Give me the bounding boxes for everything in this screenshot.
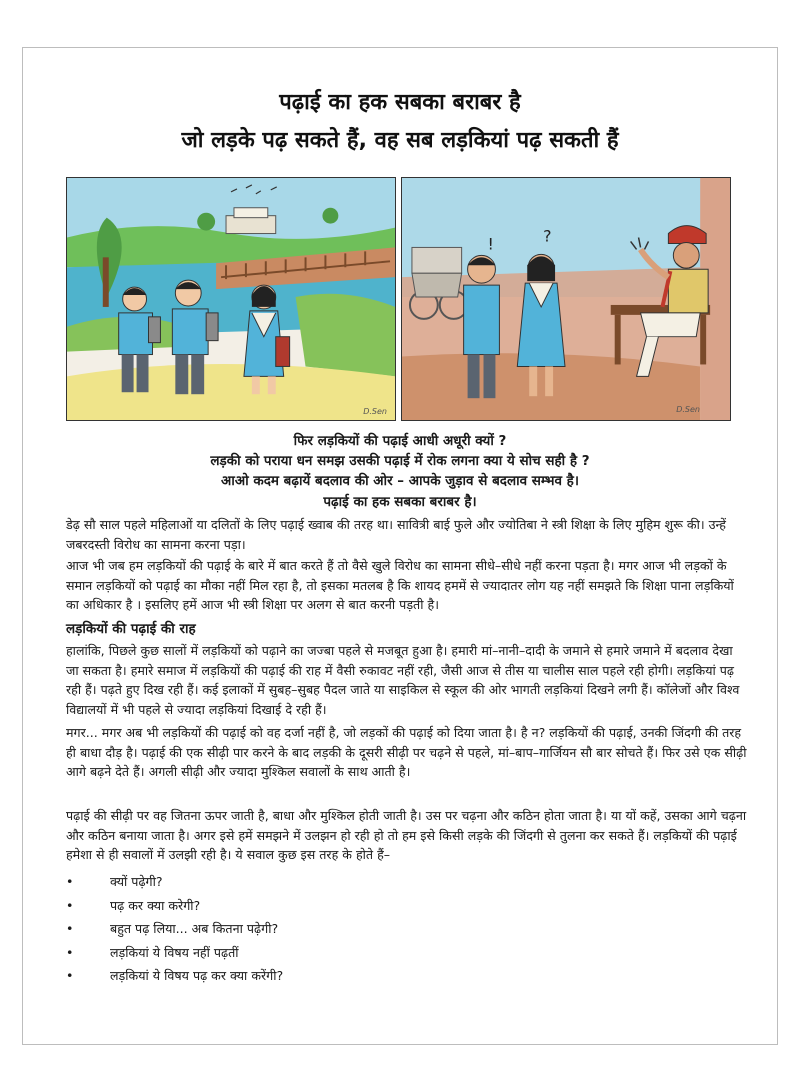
page-title-line-2: जो लड़के पढ़ सकते हैं, वह सब लड़कियां पढ़ सकती हैं (181, 128, 619, 153)
illustration-children-and-elder (401, 177, 731, 421)
paragraph-obstacles: मगर... मगर अब भी लड़कियों की पढ़ाई को वह दर्जा नहीं है, जो लड़कों की पढ़ाई को दिया जाता है। है न? लड़कियों की पढ़ाई, उनकी जिंदगी की तरह ही बाधा दौड़ है। पढ़ाई की एक सीढ़ी पार करने के बाद लड़की के दूसरी सीढ़ी पर चढ़ने से पहले, मां–बाप–गार्जियन सौ बार सोचते हैं। फिर उसे एक सीढ़ी आगे बढ़ने देते हैं। अगली सीढ़ी और ज्यादा मुश्किल सवालों के साथ आती है। (66, 725, 747, 779)
list-item: • पढ़ कर क्या करेगी? (66, 898, 201, 913)
section-heading: लड़कियों की पढ़ाई की राह (66, 621, 196, 637)
list-item: • लड़कियां ये विषय पढ़ कर क्या करेंगी? (66, 968, 284, 983)
question-line-2: लड़की को पराया धन समझ उसकी पढ़ाई में रोक लगना क्या ये सोच सही है ? (210, 453, 590, 469)
svg-text:!: ! (487, 234, 494, 254)
illustration-students-walking (66, 177, 396, 421)
right-illustration-signature: D.Sen (676, 405, 700, 414)
paragraph-progress: हालांकि, पिछले कुछ सालों में लड़कियों को पढ़ाने का जज्बा पहले से मजबूत हुआ है। हमारी मां–नानी–दादी के जमाने से हमारे जमाने में बदलाव देखा जा सकता है। हमारे समाज में लड़कियों की पढ़ाई की राह में वैसी रुकावट नहीं रही, जैसी आज से तीस या चालीस साल पहले रही होगी। लड़कियां पढ़ रही हैं। पढ़ते हुए दिख रही हैं। कई इलाकों में सुबह–सुबह पैदल जाते या साइकिल से स्कूल की ओर भागती लड़कियां दिखने लगी हैं। कॉलेजों और विश्व विद्यालयों में भी पहले से ज्यादा लड़कियां दिखाई दे रही हैं। (66, 643, 740, 717)
slogan-line: आओ कदम बढ़ायें बदलाव की ओर – आपके जुड़ाव से बदलाव सम्भव है। (221, 473, 579, 489)
question-line-1: फिर लड़कियों की पढ़ाई आधी अधूरी क्यों ? (293, 433, 507, 449)
paragraph-ladder: पढ़ाई की सीढ़ी पर वह जितना ऊपर जाती है, बाधा और मुश्किल होती जाती है। उस पर चढ़ना और कठिन होता जाता है। या यों कहें, उसका आगे चढ़ना और कठिन बनाया जाता है। अगर इसे हमें समझने में उलझन हो रही हो तो हम इसे किसी लड़के की जिंदगी से तुलना कर सकते हैं। लड़कियों की पढ़ाई हमेशा से ही सवालों में उलझी रही है। ये सवाल कुछ इस तरह के होते हैं– (66, 808, 747, 862)
svg-text:?: ? (543, 226, 552, 246)
list-item: • क्यों पढ़ेगी? (66, 874, 163, 889)
left-illustration-signature: D.Sen (363, 407, 387, 416)
paragraph-history: डेढ़ सौ साल पहले महिलाओं या दलितों के लिए पढ़ाई ख्वाब की तरह था। सावित्री बाई फुले और ज्योतिबा ने स्त्री शिक्षा के लिए मुहिम शुरू की। उन्हें जबरदस्ती विरोध का सामना करना पड़ा। (66, 517, 726, 552)
paragraph-today: आज भी जब हम लड़कियों की पढ़ाई के बारे में बात करते हैं तो वैसे खुले विरोध का सामना सीधे–सीधे नहीं करना पड़ता है। मगर आज भी लड़कों के समान लड़कियों को पढ़ाई का मौका नहीं मिल रहा है, तो इसका मतलब है कि शायद हममें से ज्यादातर लोग यह नहीं समझते कि शिक्षा पाना लड़कियों का अधिकार है । इसलिए हमें आज भी स्त्री शिक्षा पर अलग से बात करनी पड़ती है। (66, 558, 734, 612)
list-item: • बहुत पढ़ लिया... अब कितना पढ़ेगी? (66, 921, 279, 936)
students-walking-drawing (67, 178, 395, 420)
children-and-elder-drawing (402, 178, 730, 420)
list-item: • लड़कियां ये विषय नहीं पढ़तीं (66, 945, 239, 960)
page-title-line-1: पढ़ाई का हक सबका बराबर है (279, 90, 521, 115)
motto-line: पढ़ाई का हक सबका बराबर है। (323, 494, 477, 510)
